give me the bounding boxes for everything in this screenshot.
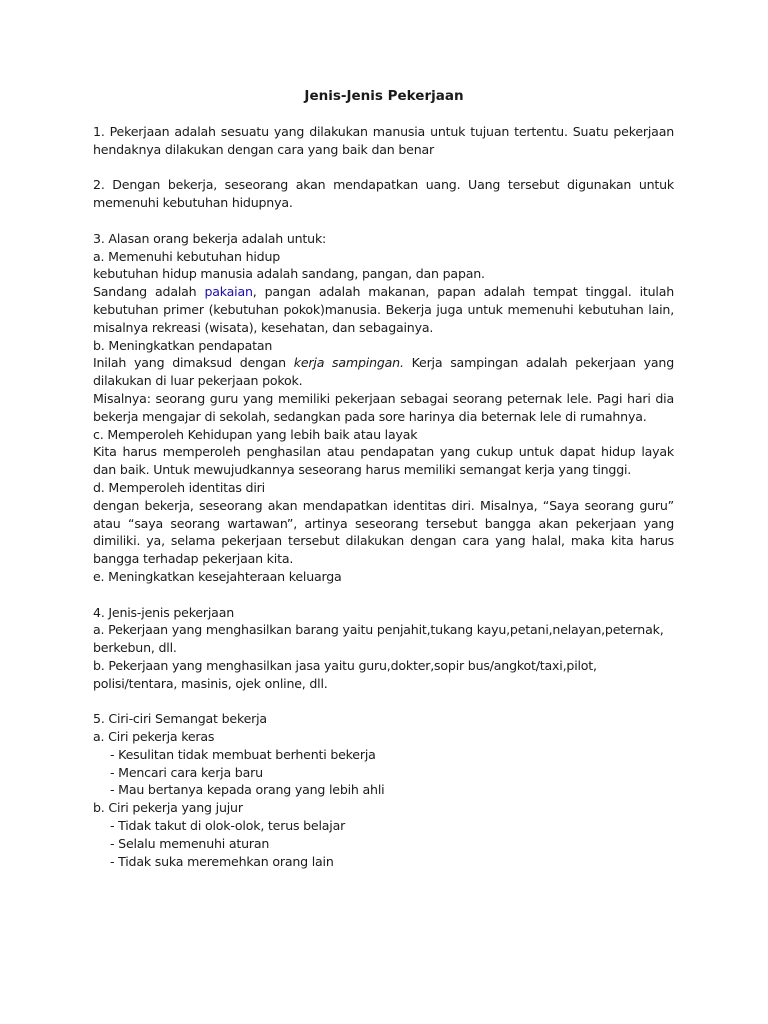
paragraph-1: 1. Pekerjaan adalah sesuatu yang dilakukan manusia untuk tujuan tertentu. Suatu pekerjaan hendaknya dilakukan dengan cara yang baik dan benar	[93, 124, 674, 157]
emphasis-text: kerja sampingan.	[293, 355, 404, 371]
section-3b-paragraph-2: Misalnya: seorang guru yang memiliki pekerjaan sebagai seorang peternak lele. Pagi hari dia bekerja mengajar di sekolah, sedangkan pada sore harinya dia beternak lele di rumahnya.	[93, 390, 674, 424]
section-5a-heading: a. Ciri pekerja keras	[93, 729, 215, 745]
document-body	[93, 123, 674, 870]
section-3d-paragraph: dengan bekerja, seseorang akan mendapatkan identitas diri. Misalnya, “Saya seorang guru” atau “saya seorang wartawan”, artinya seseorang tersebut bangga akan pekerjaan yang dimiliki. ya, selama pekerjaan tersebut dilakukan dengan cara yang halal, maka kita harus bangga terhadap pekerjaan kita.	[93, 497, 674, 567]
list-item: - Mencari cara kerja baru	[110, 764, 263, 780]
pakaian-link[interactable]: pakaian	[204, 284, 253, 300]
text-run: Sandang adalah	[93, 284, 205, 300]
section-3a-line: kebutuhan hidup manusia adalah sandang, pangan, dan papan.	[93, 266, 485, 282]
section-3b-heading: b. Meningkatkan pendapatan	[93, 337, 273, 353]
section-3-heading: 3. Alasan orang bekerja adalah untuk:	[93, 230, 327, 246]
section-3c-heading: c. Memperoleh Kehidupan yang lebih baik atau layak	[93, 426, 418, 442]
section-4b-paragraph: b. Pekerjaan yang menghasilkan jasa yaitu guru,dokter,sopir bus/angkot/taxi,pilot, polisi/tentara, masinis, ojek online, dll.	[93, 657, 597, 691]
section-5-heading: 5. Ciri-ciri Semangat bekerja	[93, 711, 267, 727]
document-title: Jenis-Jenis Pekerjaan	[304, 88, 464, 104]
section-3a-paragraph	[93, 283, 674, 336]
text-run: Kerja sampingan adalah pekerjaan yang dilakukan di luar pekerjaan pokok.	[93, 355, 674, 389]
text-run: Inilah yang dimaksud dengan	[93, 355, 294, 371]
section-3e-heading: e. Meningkatkan kesejahteraan keluarga	[93, 568, 342, 584]
section-3d-heading: d. Memperoleh identitas diri	[93, 479, 265, 495]
section-4-heading: 4. Jenis-jenis pekerjaan	[93, 604, 234, 620]
list-item: - Kesulitan tidak membuat berhenti bekerja	[110, 746, 376, 762]
list-item: - Tidak takut di olok-olok, terus belajar	[110, 818, 346, 834]
section-3a-heading: a. Memenuhi kebutuhan hidup	[93, 248, 281, 264]
list-item: - Mau bertanya kepada orang yang lebih ahli	[110, 782, 385, 798]
section-3b-paragraph	[93, 354, 674, 390]
list-item: - Tidak suka meremehkan orang lain	[110, 853, 334, 869]
text-run: , pangan adalah makanan, papan adalah tempat tinggal. itulah kebutuhan primer (kebutuhan pokok)manusia. Bekerja juga untuk memenuhi kebutuhan lain, misalnya rekreasi (wisata), kesehatan, dan sebagainya.	[93, 284, 675, 335]
paragraph-2: 2. Dengan bekerja, seseorang akan mendapatkan uang. Uang tersebut digunakan untuk memenuhi kebutuhan hidupnya.	[93, 177, 674, 211]
section-4a-paragraph: a. Pekerjaan yang menghasilkan barang yaitu penjahit,tukang kayu,petani,nelayan,peternak, berkebun, dll.	[93, 622, 664, 656]
section-3c-paragraph: Kita harus memperoleh penghasilan atau pendapatan yang cukup untuk dapat hidup layak dan baik. Untuk mewujudkannya seseorang harus memiliki semangat kerja yang tinggi.	[93, 444, 674, 478]
list-item: - Selalu memenuhi aturan	[110, 835, 270, 851]
section-5b-heading: b. Ciri pekerja yang jujur	[93, 800, 243, 816]
